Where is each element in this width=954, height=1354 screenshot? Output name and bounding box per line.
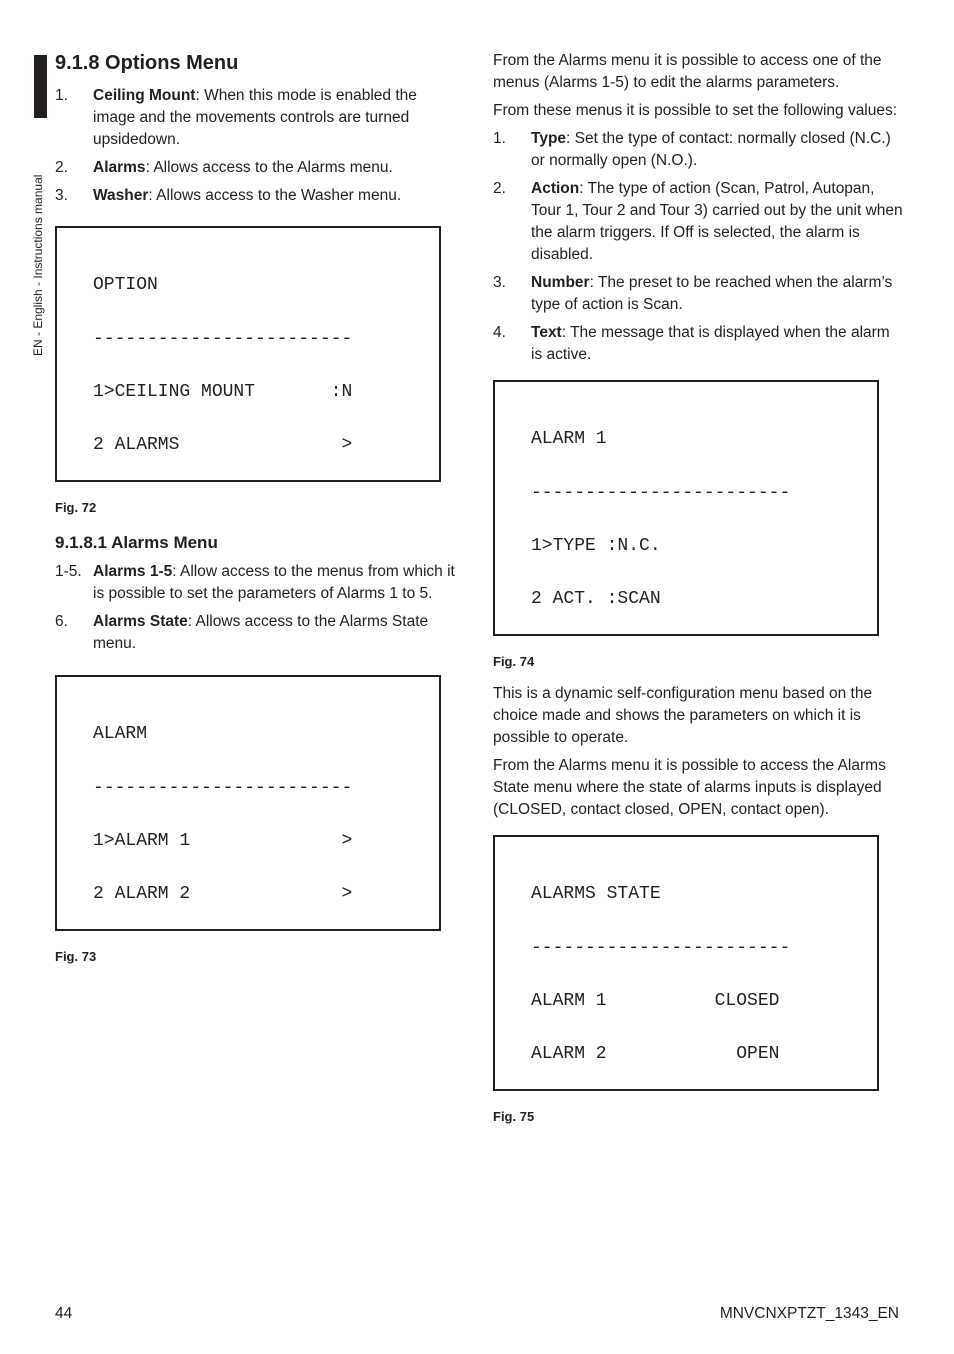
osd-screen-fig74: ALARM 1 ------------------------ 1>TYPE :N.C. 2 ACT. :SCAN xyxy=(493,380,879,636)
options-list xyxy=(55,85,460,207)
document-code: MNVCNXPTZT_1343_EN xyxy=(719,1305,899,1322)
figure-caption: Fig. 73 xyxy=(55,949,97,964)
alarm-params-list xyxy=(493,128,903,366)
section-heading: 9.1.8 Options Menu xyxy=(55,52,239,74)
list-item: 2. Alarms: Allows access to the Alarms menu. xyxy=(55,159,393,176)
list-item: 3. Washer: Allows access to the Washer menu. xyxy=(55,187,402,204)
page-number: 44 xyxy=(55,1305,73,1322)
figure-caption: Fig. 74 xyxy=(493,654,535,669)
osd-screen-fig75: ALARMS STATE ------------------------ ALARM 1 CLOSED ALARM 2 OPEN xyxy=(493,835,879,1091)
paragraph: From these menus it is possible to set the following values: xyxy=(493,102,898,119)
alarms-menu-list xyxy=(55,561,460,655)
figure-caption: Fig. 72 xyxy=(55,500,97,515)
sidebar-label: EN - English - Instructions manual xyxy=(31,174,45,356)
osd-screen-fig73: ALARM ------------------------ 1>ALARM 1 > 2 ALARM 2 > xyxy=(55,675,441,931)
list-item: 3. Number: The preset to be reached when the alarm’s type of action is Scan. xyxy=(493,274,893,313)
list-item: 2. Action: The type of action (Scan, Patrol, Autopan, Tour 1, Tour 2 and Tour 3) carried out by the unit when the alarm triggers. If Off is selected, the alarm is disabled. xyxy=(493,180,903,263)
left-column xyxy=(55,50,460,965)
list-item: 1-5. Alarms 1-5: Allow access to the menus from which it is possible to set the parameters of Alarms 1 to 5. xyxy=(55,563,455,602)
list-item: 4. Text: The message that is displayed when the alarm is active. xyxy=(493,324,890,363)
figure-caption: Fig. 75 xyxy=(493,1109,535,1124)
list-item: 1. Type: Set the type of contact: normally closed (N.C.) or normally open (N.O.). xyxy=(493,130,891,169)
right-column xyxy=(493,50,903,1125)
list-item: 1. Ceiling Mount: When this mode is enabled the image and the movements controls are turned upsidedown. xyxy=(55,87,417,148)
list-item: 6. Alarms State: Allows access to the Alarms State menu. xyxy=(55,613,429,652)
subsection-heading: 9.1.8.1 Alarms Menu xyxy=(55,533,218,552)
paragraph: From the Alarms menu it is possible to access the Alarms State menu where the state of alarms inputs is displayed (CLOSED, contact closed, OPEN, contact open). xyxy=(493,757,886,818)
osd-screen-fig72: OPTION ------------------------ 1>CEILING MOUNT :N 2 ALARMS > xyxy=(55,226,441,482)
paragraph: From the Alarms menu it is possible to access one of the menus (Alarms 1-5) to edit the alarms parameters. xyxy=(493,52,882,91)
paragraph: This is a dynamic self-configuration menu based on the choice made and shows the parameters on which it is possible to operate. xyxy=(493,685,873,746)
